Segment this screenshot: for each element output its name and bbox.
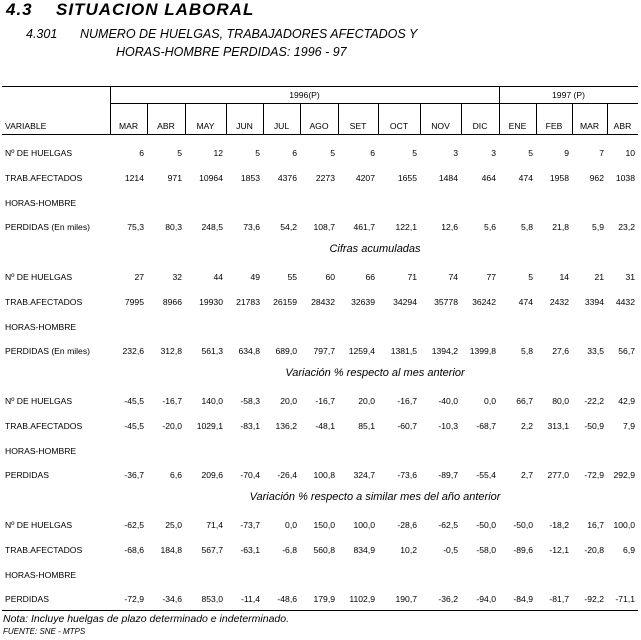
table-cell: 2273 — [315, 172, 335, 183]
table-subtitle-line1 — [26, 27, 417, 41]
table-cell: -62,5 — [124, 520, 144, 530]
title-text: SITUACION LABORAL — [56, 0, 255, 19]
table-cell: 1214 — [124, 172, 144, 183]
table-cell: -10,3 — [438, 420, 458, 431]
statistics-table — [2, 86, 638, 610]
table-cell: -62,5 — [438, 520, 458, 530]
table-cell: 1484 — [438, 172, 458, 183]
row-label: TRAB.AFECTADOS — [5, 544, 83, 555]
table-cell: -71,1 — [615, 594, 635, 605]
table-cell: -34,6 — [162, 594, 182, 605]
table-cell: 71 — [407, 272, 417, 282]
year-group-rule — [110, 103, 638, 104]
table-cell: 25,0 — [165, 520, 182, 530]
row-label: HORAS-HOMBRE — [5, 569, 77, 580]
month-header: MAR — [118, 121, 139, 131]
table-cell: -89,7 — [438, 470, 458, 481]
table-cell: 136,2 — [275, 420, 297, 431]
table-cell: -84,9 — [513, 594, 533, 605]
table-cell: -45,5 — [124, 420, 144, 431]
table-cell: 31 — [625, 272, 635, 282]
table-cell: 9 — [564, 148, 569, 158]
row-label: Nº DE HUELGAS — [5, 272, 73, 282]
month-header: ABR — [613, 121, 632, 131]
table-cell: 184,8 — [160, 544, 182, 555]
table-cell: 1102,9 — [349, 594, 375, 605]
table-cell: 60 — [325, 272, 335, 282]
table-cell: 474 — [518, 172, 533, 183]
table-cell: -73,6 — [397, 470, 417, 481]
table-cell: 21 — [594, 272, 604, 282]
table-cell: -50,0 — [513, 520, 533, 530]
table-cell: -55,4 — [476, 470, 496, 481]
table-cell: 100,0 — [353, 520, 375, 530]
month-header: MAR — [579, 121, 600, 131]
table-cell: -72,9 — [124, 594, 144, 605]
table-cell: -48,6 — [277, 594, 297, 605]
table-cell: 6,6 — [170, 470, 182, 481]
table-cell: 0,0 — [484, 396, 496, 406]
table-cell: 2,7 — [521, 470, 533, 481]
table-cell: -92,2 — [584, 594, 604, 605]
row-label: PERDIDAS (En miles) — [5, 346, 90, 357]
table-cell: 5 — [528, 148, 533, 158]
table-cell: 232,6 — [122, 346, 144, 357]
table-cell: 0,0 — [285, 520, 297, 530]
row-label: PERDIDAS — [5, 594, 49, 605]
table-cell: 10964 — [199, 172, 223, 183]
table-cell: 4432 — [615, 296, 635, 307]
table-cell: 16,7 — [587, 520, 604, 530]
table-top-rule — [2, 86, 638, 87]
table-cell: 122,1 — [395, 222, 417, 233]
table-cell: -63,1 — [240, 544, 260, 555]
table-cell: 5 — [330, 148, 335, 158]
table-cell: 21783 — [236, 296, 260, 307]
table-cell: 27 — [134, 272, 144, 282]
month-header: AGO — [309, 121, 329, 131]
table-cell: 3 — [453, 148, 458, 158]
table-cell: 42,9 — [618, 396, 635, 406]
table-cell: -60,7 — [397, 420, 417, 431]
table-cell: -20,0 — [162, 420, 182, 431]
table-cell: 21,8 — [552, 222, 569, 233]
table-cell: -83,1 — [240, 420, 260, 431]
row-label: HORAS-HOMBRE — [5, 197, 77, 208]
table-cell: -48,1 — [315, 420, 335, 431]
table-cell: 14 — [559, 272, 569, 282]
table-cell: 23,2 — [618, 222, 635, 233]
table-cell: 179,9 — [313, 594, 335, 605]
table-cell: 560,8 — [313, 544, 335, 555]
table-cell: -36,2 — [438, 594, 458, 605]
table-cell: 1655 — [397, 172, 417, 183]
table-cell: -58,3 — [240, 396, 260, 406]
row-label: PERDIDAS — [5, 470, 49, 481]
table-cell: 5,8 — [521, 346, 533, 357]
table-cell: 19930 — [199, 296, 223, 307]
table-cell: 292,9 — [613, 470, 635, 481]
table-cell: 5 — [412, 148, 417, 158]
table-cell: 190,7 — [395, 594, 417, 605]
table-cell: 75,3 — [127, 222, 144, 233]
month-header: FEB — [545, 121, 563, 131]
title-number: 4.3 — [6, 0, 33, 19]
table-cell: -40,0 — [438, 396, 458, 406]
table-cell: -45,5 — [124, 396, 144, 406]
row-label: Nº DE HUELGAS — [5, 148, 73, 158]
table-cell: 7,9 — [623, 420, 635, 431]
table-cell: 5 — [177, 148, 182, 158]
table-cell: 464 — [481, 172, 496, 183]
table-cell: 5,6 — [484, 222, 496, 233]
table-cell: 20,0 — [358, 396, 375, 406]
row-label: HORAS-HOMBRE — [5, 321, 77, 332]
table-cell: 12,6 — [441, 222, 458, 233]
table-cell: -16,7 — [315, 396, 335, 406]
year-label-1996: 1996(P) — [289, 90, 320, 100]
row-label: TRAB.AFECTADOS — [5, 296, 83, 307]
table-code: 4.301 — [26, 27, 58, 41]
table-cell: 12 — [213, 148, 223, 158]
table-cell: -12,1 — [549, 544, 569, 555]
subtitle-text-1: NUMERO DE HUELGAS, TRABAJADORES AFECTADOS Y — [80, 27, 418, 41]
table-cell: 1399,8 — [469, 346, 496, 357]
table-cell: 73,6 — [243, 222, 260, 233]
table-cell: 2432 — [549, 296, 569, 307]
table-cell: 962 — [589, 172, 604, 183]
table-cell: -6,8 — [282, 544, 297, 555]
table-cell: 20,0 — [280, 396, 297, 406]
table-cell: 85,1 — [358, 420, 375, 431]
table-cell: 1853 — [240, 172, 260, 183]
table-cell: 140,0 — [201, 396, 223, 406]
row-label: Nº DE HUELGAS — [5, 520, 73, 530]
table-cell: 1958 — [549, 172, 569, 183]
table-cell: -16,7 — [162, 396, 182, 406]
table-cell: 5 — [528, 272, 533, 282]
table-cell: -50,9 — [584, 420, 604, 431]
table-cell: 36242 — [472, 296, 496, 307]
table-cell: -36,7 — [124, 470, 144, 481]
table-cell: -28,6 — [397, 520, 417, 530]
table-cell: 248,5 — [201, 222, 223, 233]
table-cell: 108,7 — [313, 222, 335, 233]
month-header: JUL — [273, 121, 290, 131]
table-cell: -26,4 — [277, 470, 297, 481]
table-cell: 1394,2 — [431, 346, 458, 357]
table-cell: -22,2 — [584, 396, 604, 406]
month-header: JUN — [236, 121, 253, 131]
table-cell: 74 — [448, 272, 458, 282]
month-header: DIC — [472, 121, 488, 131]
table-cell: -58,0 — [476, 544, 496, 555]
month-header: OCT — [389, 121, 409, 131]
row-label: Nº DE HUELGAS — [5, 396, 73, 406]
table-cell: 5,9 — [592, 222, 604, 233]
table-cell: 10 — [625, 148, 635, 158]
table-cell: -94,0 — [476, 594, 496, 605]
table-cell: 27,6 — [552, 346, 569, 357]
table-cell: 35778 — [434, 296, 458, 307]
table-cell: 150,0 — [313, 520, 335, 530]
table-cell: 77 — [486, 272, 496, 282]
table-cell: 28432 — [311, 296, 335, 307]
month-header: SET — [349, 121, 367, 131]
table-cell: 567,7 — [201, 544, 223, 555]
table-cell: 54,2 — [280, 222, 297, 233]
table-cell: 66 — [365, 272, 375, 282]
table-cell: 100,0 — [613, 520, 635, 530]
table-cell: 6 — [292, 148, 297, 158]
table-cell: 689,0 — [275, 346, 297, 357]
table-cell: 853,0 — [201, 594, 223, 605]
table-cell: -18,2 — [549, 520, 569, 530]
table-cell: 797,7 — [313, 346, 335, 357]
table-cell: 7995 — [124, 296, 144, 307]
section-title: Cifras acumuladas — [329, 243, 421, 256]
table-note: Nota: Incluye huelgas de plazo determinado e indeterminado. — [3, 613, 290, 625]
month-header: MAY — [196, 121, 215, 131]
table-cell: -73,7 — [240, 520, 260, 530]
table-cell: 49 — [250, 272, 260, 282]
table-cell: 1029,1 — [196, 420, 223, 431]
header-bottom-rule — [2, 134, 638, 135]
table-cell: 66,7 — [516, 396, 533, 406]
table-cell: 33,5 — [587, 346, 604, 357]
table-cell: -89,6 — [513, 544, 533, 555]
table-bottom-rule — [2, 610, 638, 611]
table-cell: -11,4 — [241, 594, 260, 605]
table-cell: 1038 — [615, 172, 635, 183]
table-cell: 324,7 — [353, 470, 375, 481]
table-cell: 6 — [370, 148, 375, 158]
table-cell: 312,8 — [160, 346, 182, 357]
table-cell: 80,3 — [165, 222, 182, 233]
table-cell: 3394 — [584, 296, 604, 307]
table-cell: -20,8 — [584, 544, 604, 555]
table-cell: 634,8 — [238, 346, 260, 357]
table-cell: 5,8 — [521, 222, 533, 233]
table-cell: 32 — [172, 272, 182, 282]
table-source: FUENTE: SNE - MTPS — [3, 627, 86, 636]
table-cell: -0,5 — [443, 544, 458, 555]
table-cell: 313,1 — [547, 420, 569, 431]
table-cell: 44 — [213, 272, 223, 282]
table-cell: 4207 — [355, 172, 375, 183]
year-label-1997: 1997 (P) — [552, 90, 585, 100]
table-cell: 100,8 — [313, 470, 335, 481]
month-header: ENE — [508, 121, 527, 131]
table-cell: 34294 — [393, 296, 417, 307]
table-cell: -16,7 — [397, 396, 417, 406]
table-cell: -68,7 — [476, 420, 496, 431]
table-cell: 56,7 — [618, 346, 635, 357]
table-cell: 8966 — [162, 296, 182, 307]
table-cell: 32639 — [351, 296, 375, 307]
table-cell: 7 — [599, 148, 604, 158]
table-cell: -70,4 — [240, 470, 260, 481]
table-cell: 3 — [491, 148, 496, 158]
table-cell: -50,0 — [476, 520, 496, 530]
table-cell: -72,9 — [584, 470, 604, 481]
table-cell: 2,2 — [521, 420, 533, 431]
table-cell: 6,9 — [623, 544, 635, 555]
table-cell: 4376 — [277, 172, 297, 183]
row-label: TRAB.AFECTADOS — [5, 420, 83, 431]
table-cell: -81,7 — [549, 594, 569, 605]
table-cell: 474 — [518, 296, 533, 307]
table-cell: 209,6 — [201, 470, 223, 481]
section-title: Variación % respecto al mes anterior — [285, 367, 465, 380]
month-header: ABR — [157, 121, 175, 131]
table-subtitle-line2: HORAS-HOMBRE PERDIDAS: 1996 - 97 — [116, 45, 347, 59]
table-cell: -68,6 — [124, 544, 144, 555]
table-cell: 80,0 — [552, 396, 569, 406]
table-cell: 461,7 — [353, 222, 375, 233]
table-cell: 1259,4 — [348, 346, 375, 357]
table-cell: 1381,5 — [390, 346, 417, 357]
table-cell: 26159 — [273, 296, 297, 307]
month-header: NOV — [431, 121, 450, 131]
table-cell: 6 — [139, 148, 144, 158]
table-cell: 10,2 — [400, 544, 417, 555]
page-title — [6, 0, 254, 20]
table-cell: 71,4 — [206, 520, 223, 530]
table-cell: 55 — [287, 272, 297, 282]
table-cell: 834,9 — [353, 544, 375, 555]
variable-header: VARIABLE — [5, 121, 47, 131]
table-cell: 561,3 — [201, 346, 223, 357]
row-label: PERDIDAS (En miles) — [5, 222, 90, 233]
table-cell: 971 — [167, 172, 182, 183]
row-label: TRAB.AFECTADOS — [5, 172, 83, 183]
row-label: HORAS-HOMBRE — [5, 445, 77, 456]
table-cell: 277,0 — [547, 470, 569, 481]
table-cell: 5 — [255, 148, 260, 158]
section-title: Variación % respecto a similar mes del año anterior — [249, 491, 501, 504]
